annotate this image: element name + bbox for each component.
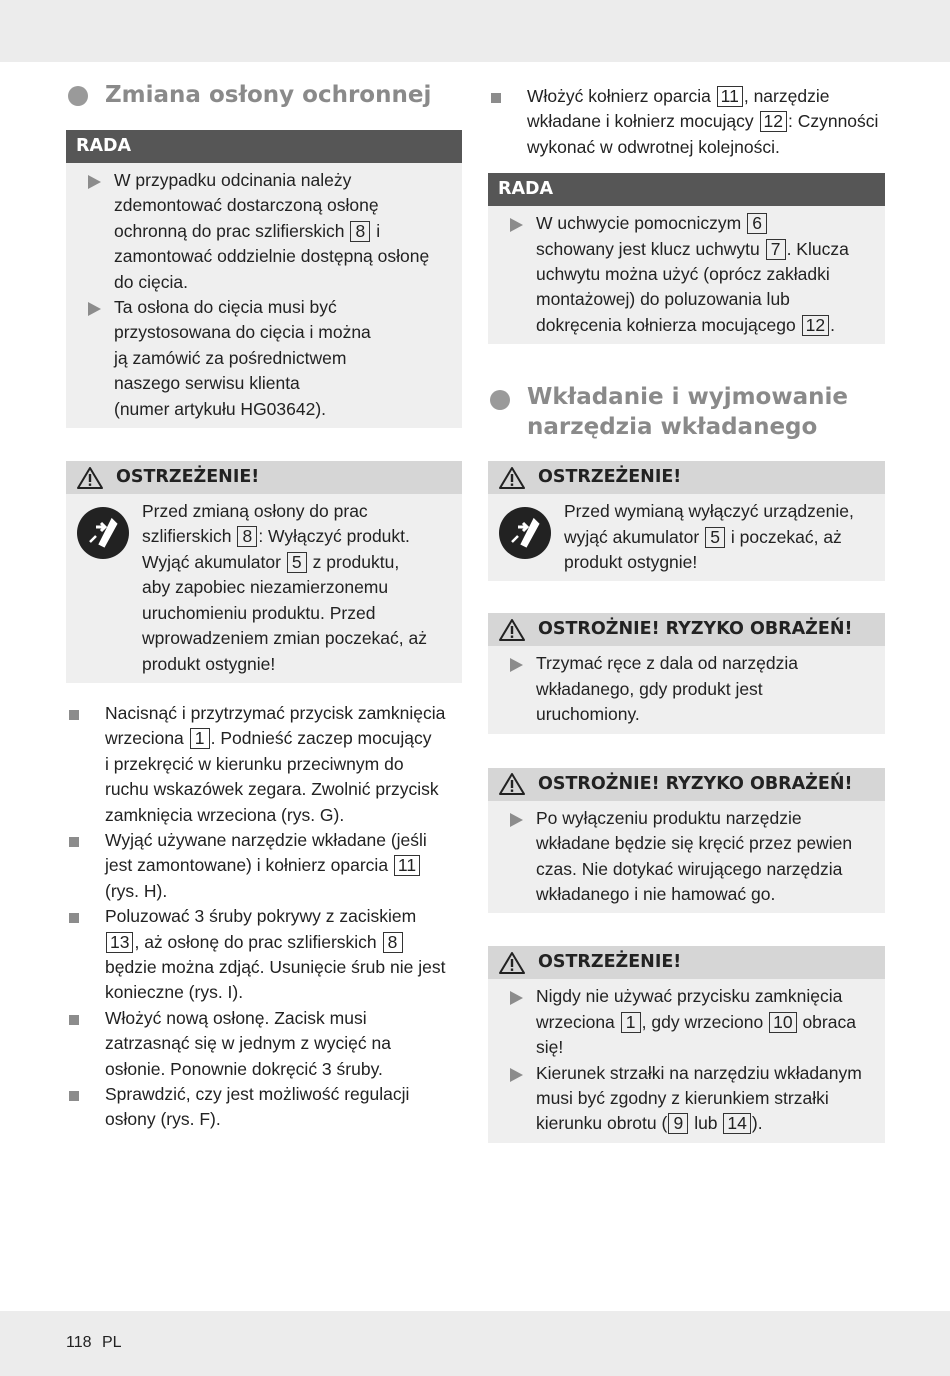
caution-box-body: [488, 646, 885, 733]
text-segment: Włożyć kołnierz oparcia: [527, 86, 716, 106]
arrow-bullet-icon: [88, 302, 101, 316]
text-line: [536, 1111, 875, 1136]
section-heading-line: Wkładanie i wyjmowanie: [527, 384, 848, 411]
text-segment: ochronną do prac szlifierskich: [114, 220, 350, 241]
text-line: będzie można zdjąć. Usunięcie śrub nie jest: [105, 956, 446, 977]
reference-number: 5: [705, 527, 725, 548]
square-bullet-icon: [69, 1015, 79, 1025]
right-column: [488, 84, 885, 1143]
text-segment: wkładane i kołnierz mocujący: [527, 111, 759, 132]
text-line: wprowadzeniem zmian poczekać, aż: [142, 628, 427, 649]
text-segment: , narzędzie: [743, 86, 830, 106]
list-item: [66, 1082, 462, 1133]
text-line: Poluzować 3 śruby pokrywy z zaciskiem: [105, 906, 417, 927]
text-segment: , aż osłonę do prac szlifierskich: [134, 931, 382, 952]
text-line: produkt ostygnie!: [564, 552, 698, 573]
section-heading: [66, 80, 462, 110]
text-line: [564, 525, 854, 550]
text-segment: dokręcenia kołnierza mocującego: [536, 314, 801, 335]
top-step: [488, 84, 885, 160]
reference-number: 12: [802, 315, 829, 336]
text-line: Przed zmianą osłony do prac: [142, 501, 368, 522]
caution-title-text: OSTROŻNIE! RYZYKO OBRAŻEŃ!: [538, 773, 853, 794]
text-line: osłonie. Ponownie dokręcić 3 śruby.: [105, 1058, 383, 1079]
text-line: (rys. H).: [105, 880, 168, 901]
power-off-icon: [498, 506, 552, 560]
text-line: montażowej) do poluzowania lub: [536, 289, 790, 310]
text-segment: wrzeciona: [105, 728, 189, 749]
text-line: Po wyłączeniu produktu narzędzie: [536, 807, 802, 828]
warning-box: [66, 461, 462, 683]
power-off-icon: [76, 506, 130, 560]
text-segment: ).: [751, 1113, 763, 1134]
warning-item: [76, 499, 452, 677]
page-bottom-band: [0, 1311, 950, 1376]
page-top-band: [0, 0, 950, 62]
text-segment: W uchwycie pomocniczym: [536, 213, 747, 234]
text-line: do cięcia.: [114, 271, 188, 292]
text-segment: , gdy wrzeciono: [641, 1011, 769, 1032]
text-line: i przekręcić w kierunku przeciwnym do: [105, 753, 404, 774]
warning-triangle-icon: [76, 466, 104, 490]
text-line: zamknięcia wrzeciona (rys. G).: [105, 804, 345, 825]
text-line: Włożyć nową osłonę. Zacisk musi: [105, 1007, 367, 1028]
warning-triangle-icon: [498, 466, 526, 490]
reference-number: 11: [394, 855, 420, 876]
tip-box-body: [66, 163, 462, 428]
arrow-bullet-icon: [510, 1068, 523, 1082]
list-item: [498, 984, 875, 1060]
text-line: zamontować oddzielnie dostępną osłonę: [114, 246, 430, 267]
text-line: Trzymać ręce z dala od narzędzia: [536, 653, 798, 674]
text-segment: wyjąć akumulator: [564, 526, 705, 547]
text-segment: kierunku obrotu (: [536, 1113, 668, 1134]
text-segment: : Czynności: [787, 111, 879, 132]
square-bullet-icon: [69, 913, 79, 923]
text-line: (numer artykułu HG03642).: [114, 398, 327, 419]
text-line: [105, 930, 462, 955]
tip-box: [488, 173, 885, 344]
text-segment: . Klucza: [786, 238, 849, 259]
list-item: [66, 1006, 462, 1082]
left-column: [66, 80, 462, 1133]
text-line: W przypadku odcinania należy: [114, 170, 352, 190]
warning-title-text: OSTRZEŻENIE!: [538, 467, 682, 488]
list-item-text: [527, 84, 885, 160]
warning-item: [498, 499, 875, 575]
list-item: [498, 806, 875, 908]
text-line: zatrzasnąć się w jednym z wycięć na: [105, 1033, 391, 1054]
tip-box-title: RADA: [66, 130, 462, 163]
page-footer: [66, 1330, 128, 1355]
steps-list: [66, 701, 462, 1133]
reference-number: 12: [760, 111, 787, 132]
caution-title-text: OSTROŻNIE! RYZYKO OBRAŻEŃ!: [538, 619, 853, 640]
text-line: Przed wymianą wyłączyć urządzenie,: [564, 501, 854, 522]
square-bullet-icon: [69, 1091, 79, 1101]
reference-number: 5: [287, 552, 307, 573]
warning-box: [488, 946, 885, 1142]
text-line: się!: [536, 1037, 564, 1058]
text-line: ją zamówić za pośrednictwem: [114, 347, 347, 368]
text-line: wkładanego i nie hamować go.: [536, 883, 776, 904]
arrow-bullet-icon: [510, 991, 523, 1005]
warning-title-text: OSTRZEŻENIE!: [538, 952, 682, 973]
text-line: [142, 524, 427, 549]
text-line: [527, 109, 885, 134]
arrow-bullet-icon: [510, 218, 523, 232]
reference-number: 6: [747, 213, 767, 234]
tip-box: [66, 130, 462, 428]
list-item: [76, 295, 452, 422]
text-line: wkładanego, gdy produkt jest: [536, 678, 763, 699]
text-segment: z produktu,: [307, 551, 400, 572]
warning-box-body: [488, 494, 885, 581]
warning-text: [564, 499, 854, 575]
text-line: konieczne (rys. I).: [105, 982, 244, 1003]
text-line: Kierunek strzałki na narzędziu wkładanym: [536, 1062, 862, 1083]
text-line: [536, 1010, 875, 1035]
warning-box-body: [488, 979, 885, 1142]
text-line: aby zapobiec niezamierzonemu: [142, 577, 389, 598]
text-line: osłony (rys. F).: [105, 1109, 221, 1130]
text-line: naszego serwisu klienta: [114, 373, 300, 394]
list-item: [66, 828, 462, 904]
list-item: [76, 168, 452, 295]
text-line: czas. Nie dotykać wirującego narzędzia: [536, 858, 843, 879]
reference-number: 14: [723, 1113, 750, 1134]
text-segment: szlifierskich: [142, 526, 237, 547]
text-line: [536, 313, 875, 338]
reference-number: 8: [237, 526, 257, 547]
text-segment: jest zamontowane) i kołnierz oparcia: [105, 855, 393, 876]
list-item: [66, 701, 462, 828]
text-line: uruchomiony.: [536, 704, 640, 725]
reference-number: 8: [383, 932, 403, 953]
text-line: [536, 237, 875, 262]
reference-number: 8: [350, 221, 370, 242]
warning-triangle-icon: [498, 772, 526, 796]
list-item: [66, 904, 462, 1006]
page-number: 118: [66, 1334, 92, 1351]
text-line: Ta osłona do cięcia musi być: [114, 297, 337, 318]
text-line: [114, 219, 452, 244]
warning-text: [142, 499, 427, 677]
text-segment: schowany jest klucz uchwytu: [536, 238, 765, 259]
warning-triangle-icon: [498, 951, 526, 975]
text-segment: i poczekać, aż: [726, 526, 842, 547]
text-segment: i: [371, 220, 381, 241]
text-line: [105, 726, 462, 751]
caution-box-body: [488, 801, 885, 914]
reference-number: 7: [766, 239, 786, 260]
square-bullet-icon: [69, 710, 79, 720]
text-line: wkładane będzie się kręcić przez pewien: [536, 833, 853, 854]
list-item: [498, 1061, 875, 1137]
caution-box-title: [488, 613, 885, 646]
text-line: uchwytu można użyć (oprócz zakładki: [536, 264, 830, 285]
text-line: uruchomieniu produktu. Przed: [142, 602, 376, 623]
warning-box: [488, 461, 885, 581]
text-line: [105, 853, 462, 878]
warning-box-title: [488, 461, 885, 494]
reference-number: 11: [717, 86, 743, 107]
text-segment: . Podnieść zaczep mocujący: [210, 728, 432, 749]
list-item: [498, 651, 875, 727]
warning-triangle-icon: [498, 618, 526, 642]
text-segment: wrzeciona: [536, 1011, 620, 1032]
text-line: [142, 550, 427, 575]
warning-box-title: [488, 946, 885, 979]
text-line: Sprawdzić, czy jest możliwość regulacji: [105, 1084, 410, 1104]
square-bullet-icon: [69, 837, 79, 847]
arrow-bullet-icon: [510, 813, 523, 827]
reference-number: 1: [621, 1012, 641, 1033]
reference-number: 1: [190, 728, 210, 749]
text-line: Nacisnąć i przytrzymać przycisk zamknięcia: [105, 702, 446, 723]
text-segment: : Wyłączyć produkt.: [258, 526, 410, 547]
caution-box-title: [488, 768, 885, 801]
text-line: wykonać w odwrotnej kolejności.: [527, 136, 780, 157]
reference-number: 9: [668, 1113, 688, 1134]
caution-box: [488, 768, 885, 914]
text-line: musi być zgodny z kierunkiem strzałki: [536, 1087, 829, 1108]
tip-box-title: RADA: [488, 173, 885, 206]
text-line: Wyjąć używane narzędzie wkładane (jeśli: [105, 829, 427, 850]
section-heading: [488, 382, 885, 442]
text-segment: obraca: [797, 1011, 856, 1032]
arrow-bullet-icon: [510, 658, 523, 672]
list-item: [498, 211, 875, 338]
text-line: przystosowana do cięcia i można: [114, 322, 371, 343]
text-segment: lub: [689, 1113, 723, 1134]
bullet-dot-icon: [490, 390, 510, 410]
arrow-bullet-icon: [88, 175, 101, 189]
list-item: [488, 84, 885, 160]
text-line: ruchu wskazówek zegara. Zwolnić przycisk: [105, 779, 439, 800]
text-line: [536, 211, 875, 236]
text-segment: .: [830, 314, 835, 335]
reference-number: 10: [769, 1012, 796, 1033]
caution-box: [488, 613, 885, 733]
warning-title-text: OSTRZEŻENIE!: [116, 467, 260, 488]
text-line: produkt ostygnie!: [142, 653, 276, 674]
page-language: PL: [101, 1334, 122, 1351]
square-bullet-icon: [491, 93, 501, 103]
text-line: [527, 84, 885, 109]
text-line: Nigdy nie używać przycisku zamknięcia: [536, 986, 843, 1007]
section-heading-text: Zmiana osłony ochronnej: [105, 82, 432, 108]
bullet-dot-icon: [68, 86, 88, 106]
reference-number: 13: [106, 932, 133, 953]
tip-box-body: [488, 206, 885, 344]
section-heading-line: narzędzia wkładanego: [527, 414, 818, 441]
text-line: zdemontować dostarczoną osłonę: [114, 195, 379, 216]
warning-box-title: [66, 461, 462, 494]
text-segment: Wyjąć akumulator: [142, 551, 286, 572]
warning-box-body: [66, 494, 462, 683]
